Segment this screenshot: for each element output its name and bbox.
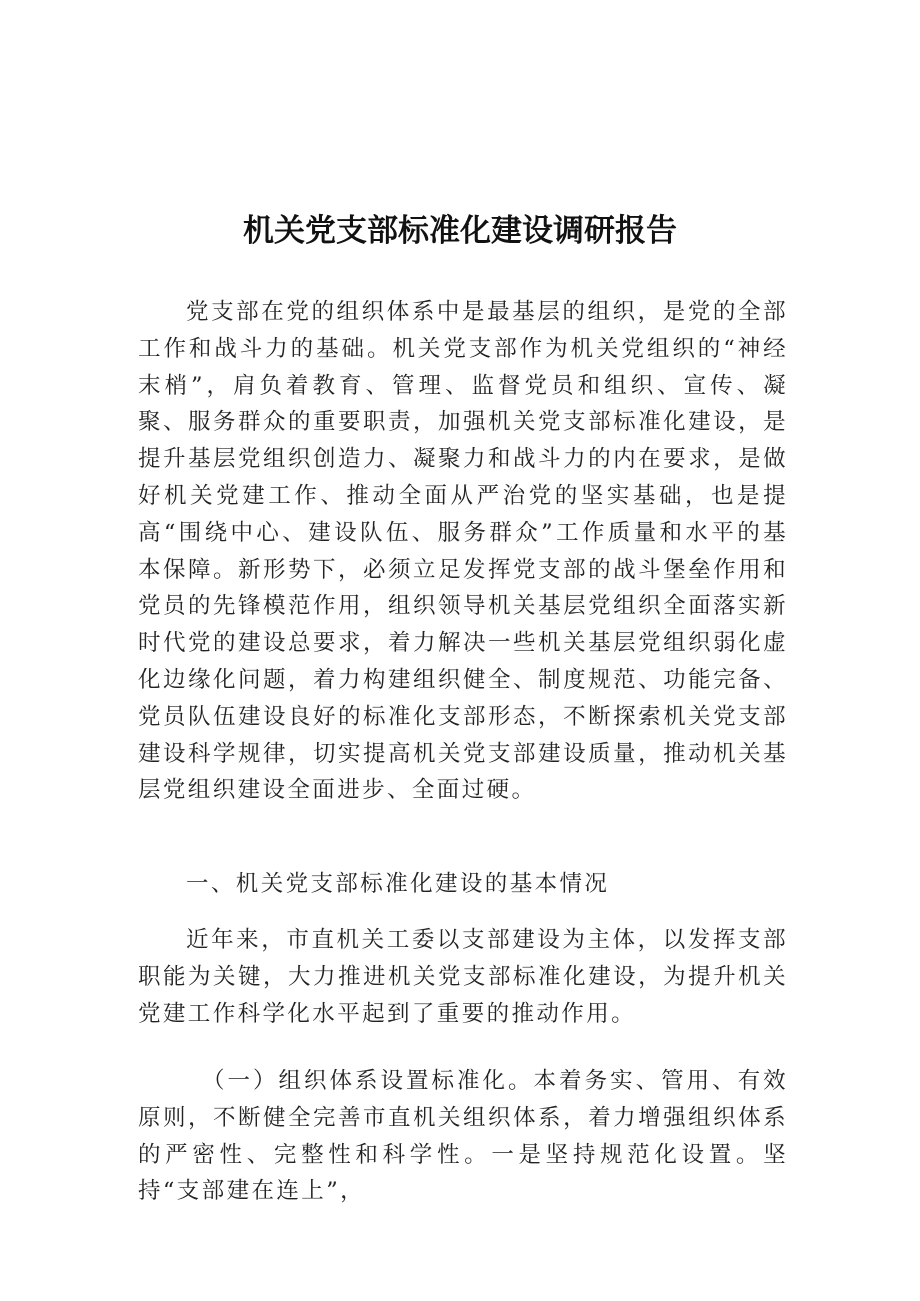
intro-paragraph: 党支部在党的组织体系中是最基层的组织，是党的全部工作和战斗力的基础。机关党支部作为机关党组织的“神经末梢”，肩负着教育、管理、监督党员和组织、宣传、凝聚、服务群众的重要职责，加强机关党支部标准化建设，是提升基层党组织创造力、凝聚力和战斗力的内在要求，是做好机关党建工作、推动全面从严治党的坚实基础，也是提高“围绕中心、建设队伍、服务群众”工作质量和水平的基本保障。新形势下，必须立足发挥党支部的战斗堡垒作用和党员的先锋模范作用，组织领导机关基层党组织全面落实新时代党的建设总要求，着力解决一些机关基层党组织弱化虚化边缘化问题，着力构建组织健全、制度规范、功能完备、党员队伍建设良好的标准化支部形态，不断探索机关党支部建设科学规律，切实提高机关党支部建设质量，推动机关基层党组织建设全面进步、全面过硬。	[138, 299, 788, 804]
section-1-paragraph: 近年来，市直机关工委以支部建设为主体，以发挥支部职能为关键，大力推进机关党支部标准化建设，为提升机关党建工作科学化水平起到了重要的推动作用。	[138, 927, 788, 1027]
document-title: 机关党支部标准化建设调研报告	[243, 213, 677, 249]
subsection-1-paragraph: （一）组织体系设置标准化。本着务实、管用、有效原则，不断健全完善市直机关组织体系，着力增强组织体系的严密性、完整性和科学性。一是坚持规范化设置。坚持“支部建在连上”，	[138, 1068, 788, 1205]
section-heading-1: 一、机关党支部标准化建设的基本情况	[186, 871, 610, 897]
